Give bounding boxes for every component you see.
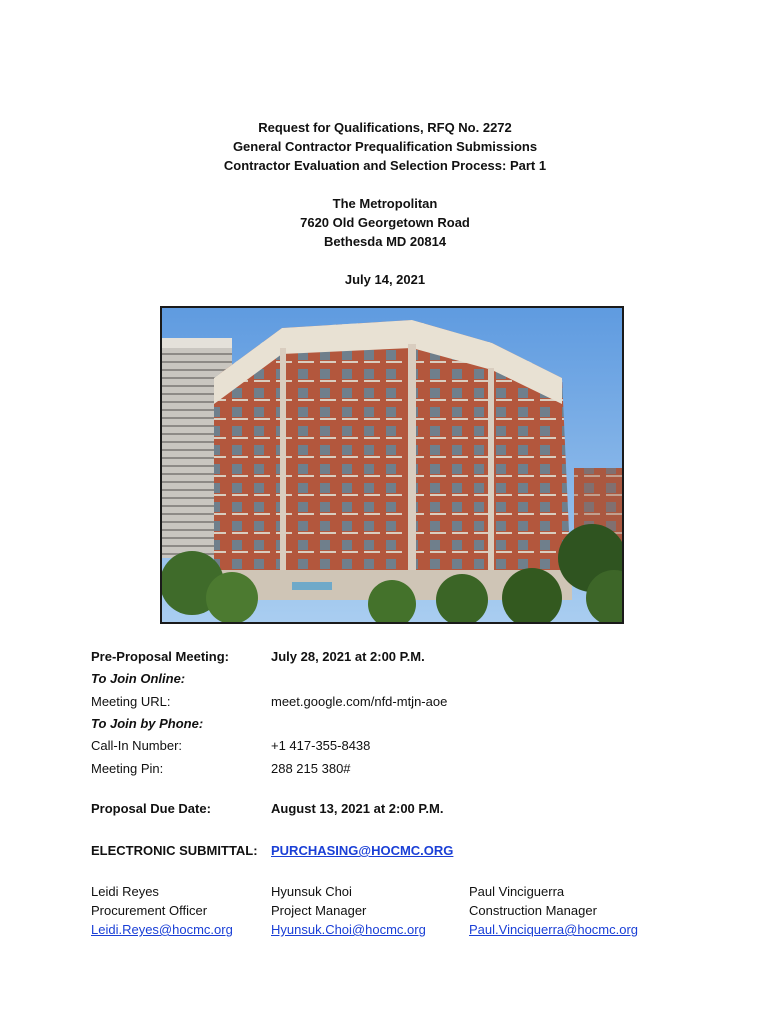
contact-2-email-link[interactable]: Hyunsuk.Choi@hocmc.org xyxy=(271,922,426,937)
submittal-label: ELECTRONIC SUBMITTAL: xyxy=(91,843,258,858)
contact-1-email-link[interactable]: Leidi.Reyes@hocmc.org xyxy=(91,922,233,937)
document-date: July 14, 2021 xyxy=(344,272,426,287)
property-name: The Metropolitan xyxy=(332,196,438,211)
contact-2-name: Hyunsuk Choi xyxy=(271,884,352,899)
meeting-url-value[interactable]: meet.google.com/nfd-mtjn-aoe xyxy=(271,694,448,709)
contact-3-name: Paul Vinciguerra xyxy=(469,884,565,899)
building-photo xyxy=(160,306,624,624)
rfq-title: Request for Qualifications, RFQ No. 2272 xyxy=(258,120,512,135)
meeting-pin-label: Meeting Pin: xyxy=(91,761,164,776)
callin-label: Call-In Number: xyxy=(91,738,183,753)
preproposal-label: Pre-Proposal Meeting: xyxy=(91,649,229,664)
address-line-1: 7620 Old Georgetown Road xyxy=(300,215,470,230)
preproposal-value: July 28, 2021 at 2:00 P.M. xyxy=(271,649,425,664)
contact-3-title: Construction Manager xyxy=(469,903,597,918)
title-block xyxy=(0,118,770,289)
callin-value: +1 417-355-8438 xyxy=(271,738,371,753)
contact-1-title: Procurement Officer xyxy=(91,903,208,918)
meeting-pin-value: 288 215 380# xyxy=(271,761,351,776)
rfq-subtitle: General Contractor Prequalification Submissions xyxy=(232,139,538,154)
submittal-email-link[interactable]: PURCHASING@HOCMC.ORG xyxy=(271,843,454,858)
address-line-2: Bethesda MD 20814 xyxy=(323,234,447,249)
meeting-url-label: Meeting URL: xyxy=(91,694,171,709)
contact-2-title: Project Manager xyxy=(271,903,367,918)
contact-3-email-link[interactable]: Paul.Vinciquerra@hocmc.org xyxy=(469,922,639,937)
due-date-label: Proposal Due Date: xyxy=(91,801,211,816)
contact-1-name: Leidi Reyes xyxy=(91,884,159,899)
rfq-process: Contractor Evaluation and Selection Process: Part 1 xyxy=(223,158,547,173)
due-date-value: August 13, 2021 at 2:00 P.M. xyxy=(271,801,444,816)
join-online-label: To Join Online: xyxy=(91,671,186,686)
join-phone-label: To Join by Phone: xyxy=(91,716,204,731)
